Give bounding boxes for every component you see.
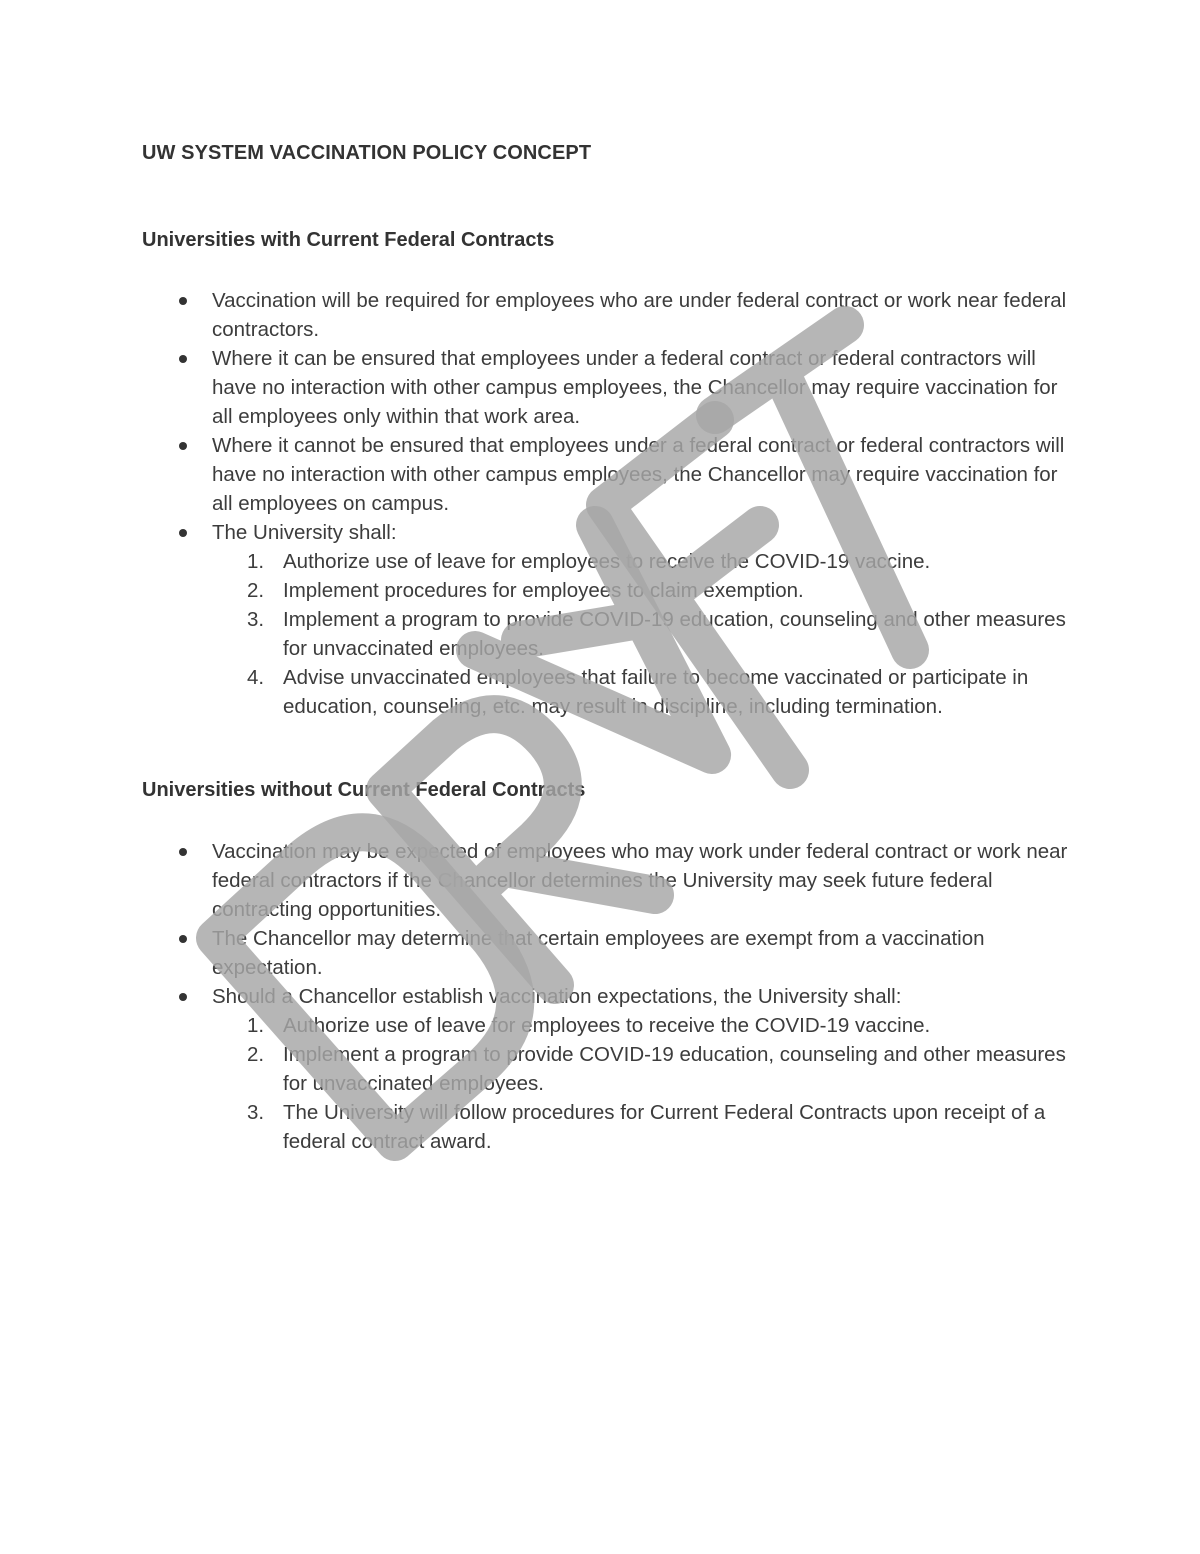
bullet-item bbox=[212, 924, 1072, 982]
numbered-list-chancellor-expectations bbox=[247, 1011, 1072, 1156]
section-heading-no-federal-contracts: Universities without Current Federal Contracts bbox=[142, 779, 586, 801]
bullet-item bbox=[212, 431, 1072, 518]
item-number: 3. bbox=[247, 1101, 265, 1124]
bullet-item bbox=[212, 982, 1072, 1156]
bullet-list-federal-contracts bbox=[212, 286, 1072, 721]
item-number: 4. bbox=[247, 666, 265, 689]
bullet-text: Vaccination may be expected of employees who may work under federal contract or work near federal contractors if the Chancellor determines the University may seek future federal contracting opportunities. bbox=[212, 840, 1068, 921]
bullet-text: Where it cannot be ensured that employees under a federal contract or federal contractors will have no interaction with other campus employees, the Chancellor may require vaccination for all employees on campus. bbox=[212, 434, 1065, 515]
bullet-item bbox=[212, 344, 1072, 431]
bullet-text: Vaccination will be required for employees who are under federal contract or work near federal contractors. bbox=[212, 289, 1067, 341]
numbered-list-university-shall bbox=[247, 547, 1072, 721]
bullet-list-no-federal-contracts bbox=[212, 837, 1072, 1156]
numbered-text: Advise unvaccinated employees that failure to become vaccinated or participate in education, counseling, etc. may result in discipline, including termination. bbox=[283, 666, 1029, 718]
numbered-text: The University will follow procedures for Current Federal Contracts upon receipt of a federal contract award. bbox=[283, 1101, 1046, 1153]
item-number: 1. bbox=[247, 1014, 265, 1037]
item-number: 2. bbox=[247, 579, 265, 602]
numbered-item bbox=[247, 605, 1072, 663]
numbered-text: Implement procedures for employees to claim exemption. bbox=[283, 579, 804, 602]
bullet-item bbox=[212, 837, 1072, 924]
bullet-text: The University shall: bbox=[212, 521, 397, 544]
section-heading-federal-contracts: Universities with Current Federal Contracts bbox=[142, 229, 555, 251]
numbered-item bbox=[247, 1098, 1072, 1156]
bullet-item bbox=[212, 286, 1072, 344]
numbered-item bbox=[247, 547, 1072, 576]
item-number: 2. bbox=[247, 1043, 265, 1066]
numbered-text: Authorize use of leave for employees to receive the COVID-19 vaccine. bbox=[283, 550, 931, 573]
numbered-text: Authorize use of leave for employees to receive the COVID-19 vaccine. bbox=[283, 1014, 931, 1037]
numbered-item bbox=[247, 576, 1072, 605]
item-number: 3. bbox=[247, 608, 265, 631]
numbered-item bbox=[247, 663, 1072, 721]
bullet-text: Should a Chancellor establish vaccination expectations, the University shall: bbox=[212, 985, 902, 1008]
numbered-text: Implement a program to provide COVID-19 education, counseling and other measures for unvaccinated employees. bbox=[283, 1043, 1066, 1095]
numbered-text: Implement a program to provide COVID-19 education, counseling and other measures for unvaccinated employees. bbox=[283, 608, 1066, 660]
document-title: UW SYSTEM VACCINATION POLICY CONCEPT bbox=[142, 142, 592, 164]
numbered-item bbox=[247, 1011, 1072, 1040]
bullet-text: The Chancellor may determine that certain employees are exempt from a vaccination expectation. bbox=[212, 927, 985, 979]
bullet-item bbox=[212, 518, 1072, 721]
item-number: 1. bbox=[247, 550, 265, 573]
numbered-item bbox=[247, 1040, 1072, 1098]
bullet-text: Where it can be ensured that employees under a federal contract or federal contractors will have no interaction with other campus employees, the Chancellor may require vaccination for all employees only within that work area. bbox=[212, 347, 1058, 428]
